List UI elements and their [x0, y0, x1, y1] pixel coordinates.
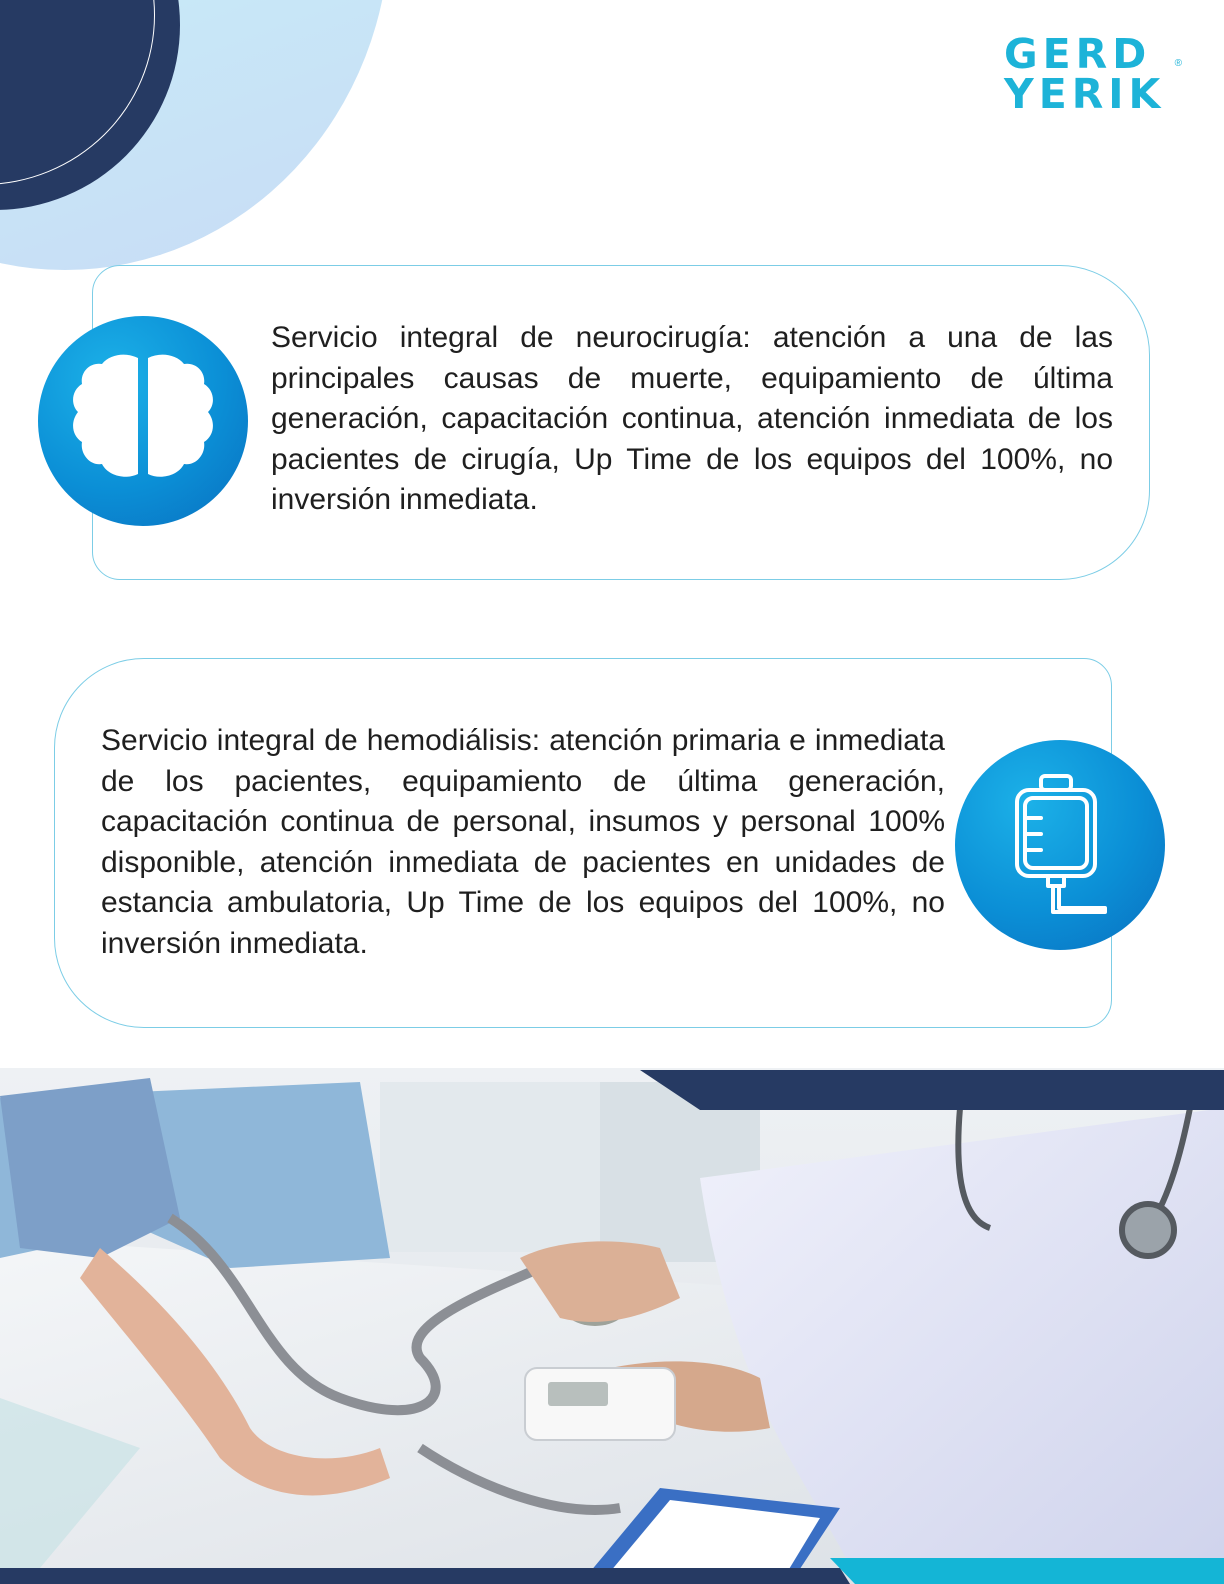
logo-line-1: GERD — [1004, 30, 1152, 78]
service-card-hemodialysis — [54, 658, 1112, 1028]
logo-registered-mark: ® — [1174, 58, 1182, 69]
service-card-neurosurgery — [92, 265, 1150, 580]
doctor-measuring-blood-pressure-photo — [0, 1068, 1224, 1584]
iv-bag-icon — [955, 740, 1165, 950]
brain-icon — [38, 316, 248, 526]
logo-line-2: YERIK — [1004, 70, 1166, 118]
company-logo — [1004, 30, 1184, 124]
service-description: Servicio integral de neurocirugía: atención a una de las principales causas de muerte, equipamiento de última generación, capacitación continua, atención inmediata de los pacientes de cirugía, Up Time de los equipos del 100%, no inversión inmediata. — [271, 321, 1113, 516]
service-description: Servicio integral de hemodiálisis: atención primaria e inmediata de los pacientes, equipamiento de última generación, capacitación continua de personal, insumos y personal 100% disponible, atención inmediata de pacientes en unidades de estancia ambulatoria, Up Time de los equipos del 100%, no inversión inmediata. — [101, 724, 945, 960]
